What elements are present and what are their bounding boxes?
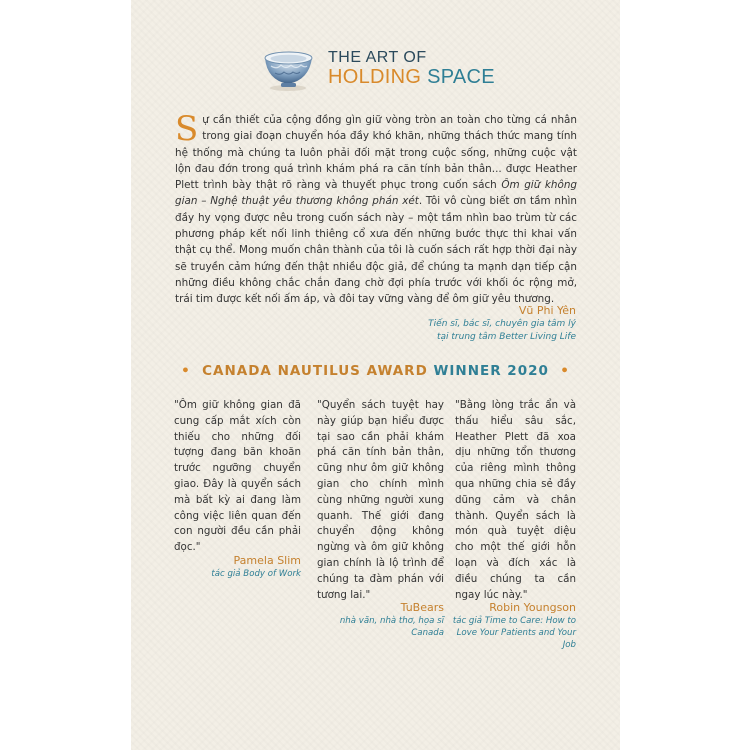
- quote-author-name: Robin Youngson: [489, 601, 576, 614]
- quote-author-role: tác giả Body of Work: [211, 569, 301, 579]
- intro-text-part2: . Tôi vô cùng biết ơn tầm nhìn đầy hy vọng được nêu trong cuốn sách này – một tầm nhìn bao trùm từ các phương pháp kết nối linh thiêng cổ xưa đến những bước thực thi khai vấn thật cụ thể. Mong muốn chân thành của tôi là cuốn sách rất hợp thời đại này sẽ truyền cảm hứng đến thật nhiều độc giả, để chúng ta mạnh dạn tiếp cận những điều không chắc chắn đang chờ đợi phía trước với khối óc rộng mở, trái tim được kết nối ấm áp, và đôi tay vững vàng để ôm giữ yêu thương.: [175, 195, 577, 306]
- award-bullet-left: •: [181, 363, 191, 379]
- intro-book-title: Ôm giữ không gian – Nghệ thuật yêu thương không phán xét: [175, 179, 577, 208]
- logo-text: [328, 50, 495, 88]
- logo-line2: [328, 66, 495, 88]
- endorser-name: Vũ Phi Yên: [518, 304, 576, 317]
- endorser-signature: [428, 303, 576, 344]
- bowl-icon: [261, 46, 316, 92]
- quote-text: "Bằng lòng trắc ẩn và thấu hiểu sâu sắc, Heather Plett đã xoa dịu những tổn thương của riêng mình thông qua những chia sẻ đầy dũng cảm và chân thành. Quyển sách là món quà tuyệt diệu cho một thế giới hỗn loạn và đích xác là điều chúng ta cần ngay lúc này.": [455, 399, 576, 601]
- endorser-role-line2: tại trung tâm Better Living Life: [437, 332, 576, 342]
- quote-attribution: [317, 601, 444, 639]
- book-logo: [261, 46, 501, 92]
- intro-paragraph: [175, 109, 577, 308]
- quote-text: "Ôm giữ không gian đã cung cấp mắt xích còn thiếu cho những đối tượng đang băn khoăn trước ngưỡng chuyển giao. Đây là quyển sách mà bất kỳ ai đang làm công việc liên quan đến con người đều cần phải đọc.": [174, 399, 301, 554]
- logo-word-holding: HOLDING: [328, 66, 422, 88]
- award-banner: [131, 363, 620, 379]
- logo-word-space: SPACE: [427, 66, 495, 88]
- award-bullet-right: •: [560, 363, 570, 379]
- quote-author-role: tác giả Time to Care: How to Love Your Patients and Your Job: [452, 616, 576, 650]
- drop-cap: S: [175, 109, 199, 149]
- quote-text: "Quyển sách tuyệt hay này giúp bạn hiểu được tại sao cần phải khám phá căn tính bản thân, cũng như ôm giữ không gian cho chính mình cùng những người xung quanh. Thế giới đang chuyển động không ngừng và ôm giữ không gian chính là lộ trình để chúng ta đàm phán với tương lai.": [317, 399, 444, 601]
- quote-author-name: TuBears: [400, 601, 444, 614]
- quote-attribution: [445, 601, 576, 651]
- book-back-cover: [131, 0, 620, 750]
- intro-text-part1: ự cần thiết của cộng đồng gìn giữ vòng tròn an toàn cho từng cá nhân trong giai đoạn chuyển hóa đầy khó khăn, những thách thức mang tính hệ thống mà chúng ta luôn phải đối mặt trong cuộc sống, những cuộc vật lộn đau đớn trong quá trình khám phá ra căn tính bản thân... được Heather Plett trình bày thật rõ ràng và thuyết phục trong cuốn sách: [175, 114, 577, 192]
- endorser-role-line1: Tiến sĩ, bác sĩ, chuyên gia tâm lý: [428, 319, 576, 329]
- quote-author-role: nhà văn, nhà thơ, họa sĩ Canada: [339, 616, 444, 638]
- award-winner: WINNER 2020: [433, 363, 549, 379]
- award-title: CANADA NAUTILUS AWARD: [202, 363, 428, 379]
- logo-line1: THE ART OF: [328, 49, 427, 66]
- quote-author-name: Pamela Slim: [233, 554, 301, 567]
- quote-attribution: [174, 554, 301, 580]
